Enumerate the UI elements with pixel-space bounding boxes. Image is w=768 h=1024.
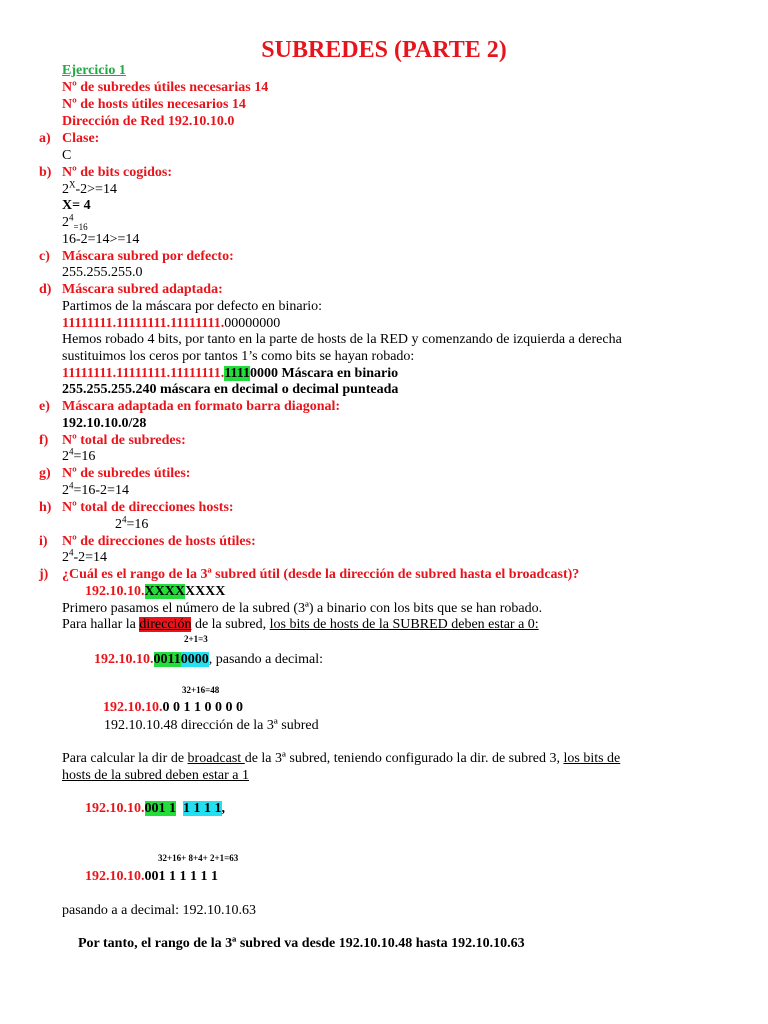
item-b-x: X= 4	[62, 198, 91, 213]
item-g-heading: Nº de subredes útiles:	[62, 466, 191, 481]
item-d-adapted-binary: 11111111.11111111.11111111.11110000 Máscara en binario	[62, 366, 399, 381]
subnet-address-bits: 192.10.10.0 0 1 1 0 0 0 0	[103, 700, 243, 715]
item-d-default-binary: 11111111.11111111.11111111.00000000	[62, 316, 281, 331]
item-e-letter: e)	[39, 399, 50, 414]
item-b-letter: b)	[39, 165, 52, 180]
item-f-heading: Nº total de subredes:	[62, 433, 186, 448]
item-j-step-1: Primero pasamos el número de la subred (3ª) a binario con los bits que se han robado.	[62, 601, 543, 616]
item-a-heading: Clase:	[62, 131, 100, 146]
item-i-answer: $2^4-2=14$	[62, 547, 108, 565]
item-i-heading: Nº de direcciones de hosts útiles:	[62, 534, 256, 549]
hosts-needed: Nº de hosts útiles necesarios 14	[62, 97, 246, 112]
item-b-eq3: 16-2=14>=14	[62, 232, 140, 247]
broadcast-binary: 192.10.10.001 1 1 1 1 1,	[85, 801, 225, 816]
item-b-heading: Nº de bits cogidos:	[62, 165, 173, 180]
item-g-answer: $2^4=16-2=14$	[62, 480, 129, 498]
subnets-needed: Nº de subredes útiles necesarias 14	[62, 80, 269, 95]
item-d-explain-1: Hemos robado 4 bits, por tanto en la parte de hosts de la RED y comenzando de izquierda a derecha	[62, 332, 622, 347]
network-address: Dirección de Red 192.10.10.0	[62, 114, 235, 129]
item-e-answer: 192.10.10.0/28	[62, 416, 147, 431]
item-h-answer: $2^4=16$	[115, 514, 149, 532]
note-sum-3: 2+1=3	[184, 634, 208, 644]
item-i-letter: i)	[39, 534, 48, 549]
exercise-label: Ejercicio 1	[62, 63, 126, 78]
item-c-heading: Máscara subred por defecto:	[62, 249, 234, 264]
item-a-letter: a)	[39, 131, 51, 146]
item-j-pattern: 192.10.10.XXXXXXXX	[85, 584, 226, 599]
subnet-address-binary: 192.10.10.00110000, pasando a decimal:	[94, 652, 324, 667]
item-d-heading: Máscara subred adaptada:	[62, 282, 223, 297]
broadcast-explain-1: Para calcular la dir de broadcast de la 3ª subred, teniendo configurado la dir. de subred 3, los bits de	[62, 751, 621, 766]
item-h-heading: Nº total de direcciones hosts:	[62, 500, 234, 515]
item-d-explain-2: sustituimos los ceros por tantos 1’s como bits se hayan robado:	[62, 349, 415, 364]
item-d-letter: d)	[39, 282, 52, 297]
item-j-letter: j)	[39, 567, 49, 582]
item-j-step-2: Para hallar la dirección de la subred, los bits de hosts de la SUBRED deben estar a 0:	[62, 617, 539, 632]
item-g-letter: g)	[39, 466, 51, 481]
conclusion: Por tanto, el rango de la 3ª subred va desde 192.10.10.48 hasta 192.10.10.63	[78, 936, 525, 951]
broadcast-decimal: pasando a a decimal: 192.10.10.63	[62, 903, 257, 918]
item-j-heading: ¿Cuál es el rango de la 3ª subred útil (desde la dirección de subred hasta el broadcast)?	[62, 567, 580, 582]
item-h-letter: h)	[39, 500, 52, 515]
item-b-eq2: $2^4_{=16}$	[62, 212, 88, 232]
note-sum-48: 32+16=48	[182, 685, 220, 695]
item-f-letter: f)	[39, 433, 49, 448]
page-title: SUBREDES (PARTE 2)	[261, 37, 507, 63]
item-c-letter: c)	[39, 249, 50, 264]
subnet-address-decimal: 192.10.10.48 dirección de la 3ª subred	[104, 718, 319, 733]
broadcast-bits: 192.10.10.001 1 1 1 1 1	[85, 869, 218, 884]
item-c-answer: 255.255.255.0	[62, 265, 143, 280]
item-e-heading: Máscara adaptada en formato barra diagonal:	[62, 399, 341, 414]
item-b-eq1: $2^X-2>=14$	[62, 179, 117, 197]
item-f-answer: $2^4=16$	[62, 446, 96, 464]
broadcast-explain-2: hosts de la subred deben estar a 1	[62, 768, 249, 783]
item-a-answer: C	[62, 148, 72, 163]
note-sum-63: 32+16+ 8+4+ 2+1=63	[158, 853, 239, 863]
item-d-intro: Partimos de la máscara por defecto en binario:	[62, 299, 323, 314]
item-d-decimal: 255.255.255.240 máscara en decimal o decimal punteada	[62, 382, 399, 397]
